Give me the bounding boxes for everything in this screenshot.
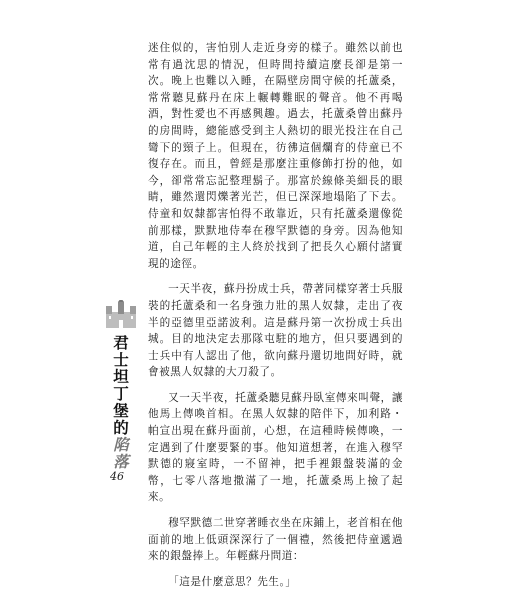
paragraph: 一天半夜，蘇丹扮成士兵，帶著同樣穿著士兵服裝的托蘆桑和一名身強力壯的黑人奴隸，走出了夜半的亞德里亞諾波利。這是蘇丹第一次扮成士兵出城。目的地決定去那隊屯駐的地方，但只要遇到的士兵中有人認出了他，欲向蘇丹還切地問好時，就會被黑人奴隸的大刀殺了。 [148, 283, 403, 379]
title-char-highlight: 落 [113, 452, 129, 471]
paragraph: 穆罕默德二世穿著睡衣坐在床鋪上，老首相在他面前的地上低頭深深行了一個禮，然後把侍童遞過來的銀盤捧上。年輕蘇丹問道： [148, 517, 403, 563]
title-char: 士 [113, 350, 129, 369]
castle-icon [104, 300, 138, 330]
title-char: 坦 [113, 367, 129, 386]
title-char-highlight: 陷 [113, 435, 129, 454]
body-text [148, 40, 403, 599]
title-char: 君 [113, 333, 129, 352]
title-char: 堡 [113, 401, 129, 420]
title-char: 丁 [113, 384, 129, 403]
paragraph: 又一天半夜，托蘆桑聽見蘇丹臥室傳來叫聲，讓他馬上傳喚首相。在黑人奴隸的陪伴下，加利路・帕宣出現在蘇丹面前，心想，在這種時候傳喚，一定遇到了什麼要緊的事。他知道想著，在進入穆罕默德的寢室時，一不留神，把手裡銀盤裝滿的金幣，七零八落地撒滿了一地，托蘆桑馬上撿了起來。 [148, 391, 403, 504]
chapter-sidebar [104, 300, 138, 475]
vertical-book-title [108, 334, 134, 470]
paragraph: 迷住似的，害怕別人走近身旁的樣子。雖然以前也常有過沈思的情況，但時間持續這麼長卻是第一次。晚上也難以入睡，在隔壁房間守候的托蘆桑，常常聽見蘇丹在床上輾轉難眠的聲音。他不再喝酒，對性愛也不再感興趣。過去，托蘆桑曾出蘇丹的房間時，總能感受到主人熱切的眼光投注在自己彎下的頸子上。但現在，彷彿這個爛育的侍童已不復存在。而且，曾經是那麼注重修飾打扮的他，如今，卻常常忘記整理鬍子。那富於線條美細長的眼睛，雖然還閃爍著光芒，但已深深地塌陷了下去。侍童和奴隸都害怕得不敢靠近，只有托蘆桑還像從前那樣，默默地侍奉在穆罕默德的身旁。因為他知道，自己年輕的主人終於找到了把長久心願付諸實現的途徑。 [148, 42, 403, 270]
page-number: 46 [110, 470, 124, 483]
title-char: 的 [113, 418, 129, 437]
dialogue-line: 「這是什麼意思？先生。」 [168, 575, 297, 588]
